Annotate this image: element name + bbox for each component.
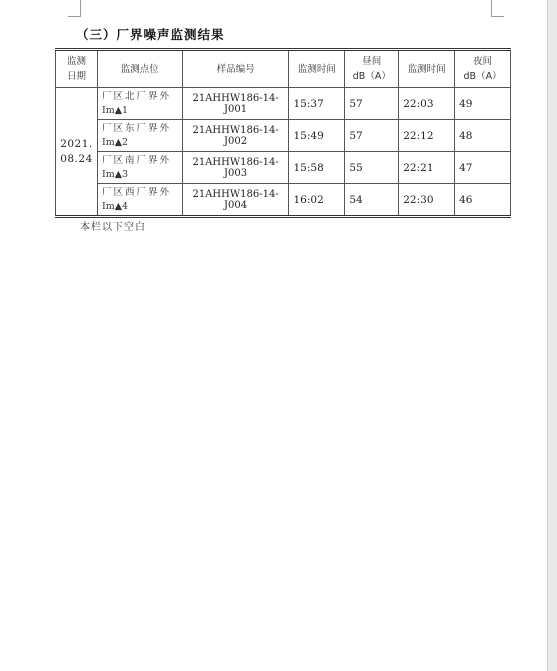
sample-cell: 21AHHW186-14-J001	[182, 88, 289, 120]
sample-cell: 21AHHW186-14-J002	[182, 120, 289, 152]
monitoring-date-cell: 2021. 08.24	[56, 88, 98, 217]
day-value-cell: 57	[345, 120, 399, 152]
day-time-cell: 15:58	[289, 152, 345, 184]
day-time-cell: 16:02	[289, 184, 345, 217]
table-row	[56, 88, 511, 120]
header-date: 监测 日期	[56, 50, 98, 88]
sample-cell: 21AHHW186-14-J003	[182, 152, 289, 184]
day-value-cell: 54	[345, 184, 399, 217]
point-cell: 厂区东厂界外 Im▲2	[97, 120, 182, 152]
blank-below-note: 本栏以下空白	[80, 222, 146, 233]
header-night-value: 夜间 dB（A）	[455, 50, 511, 88]
night-time-cell: 22:30	[399, 184, 455, 217]
point-cell: 厂区北厂界外 Im▲1	[97, 88, 182, 120]
night-value-cell: 49	[455, 88, 511, 120]
crop-mark-top-right	[491, 0, 504, 17]
table-header-row	[56, 50, 511, 88]
day-value-cell: 55	[345, 152, 399, 184]
section-title: （三）厂界噪声监测结果	[76, 27, 225, 42]
point-cell: 厂区南厂界外 Im▲3	[97, 152, 182, 184]
noise-results-table	[55, 48, 511, 218]
table-row	[56, 152, 511, 184]
header-day-time: 监测时间	[289, 50, 345, 88]
day-time-cell: 15:37	[289, 88, 345, 120]
table-row	[56, 120, 511, 152]
night-time-cell: 22:03	[399, 88, 455, 120]
header-sample: 样品编号	[182, 50, 289, 88]
sample-cell: 21AHHW186-14-J004	[182, 184, 289, 217]
night-value-cell: 48	[455, 120, 511, 152]
crop-mark-top-left	[68, 0, 81, 17]
header-day-value: 昼间 dB（A）	[345, 50, 399, 88]
day-time-cell: 15:49	[289, 120, 345, 152]
night-value-cell: 46	[455, 184, 511, 217]
day-value-cell: 57	[345, 88, 399, 120]
header-point: 监测点位	[97, 50, 182, 88]
night-time-cell: 22:12	[399, 120, 455, 152]
header-night-time: 监测时间	[399, 50, 455, 88]
table-row	[56, 184, 511, 217]
night-time-cell: 22:21	[399, 152, 455, 184]
point-cell: 厂区西厂界外 Im▲4	[97, 184, 182, 217]
night-value-cell: 47	[455, 152, 511, 184]
